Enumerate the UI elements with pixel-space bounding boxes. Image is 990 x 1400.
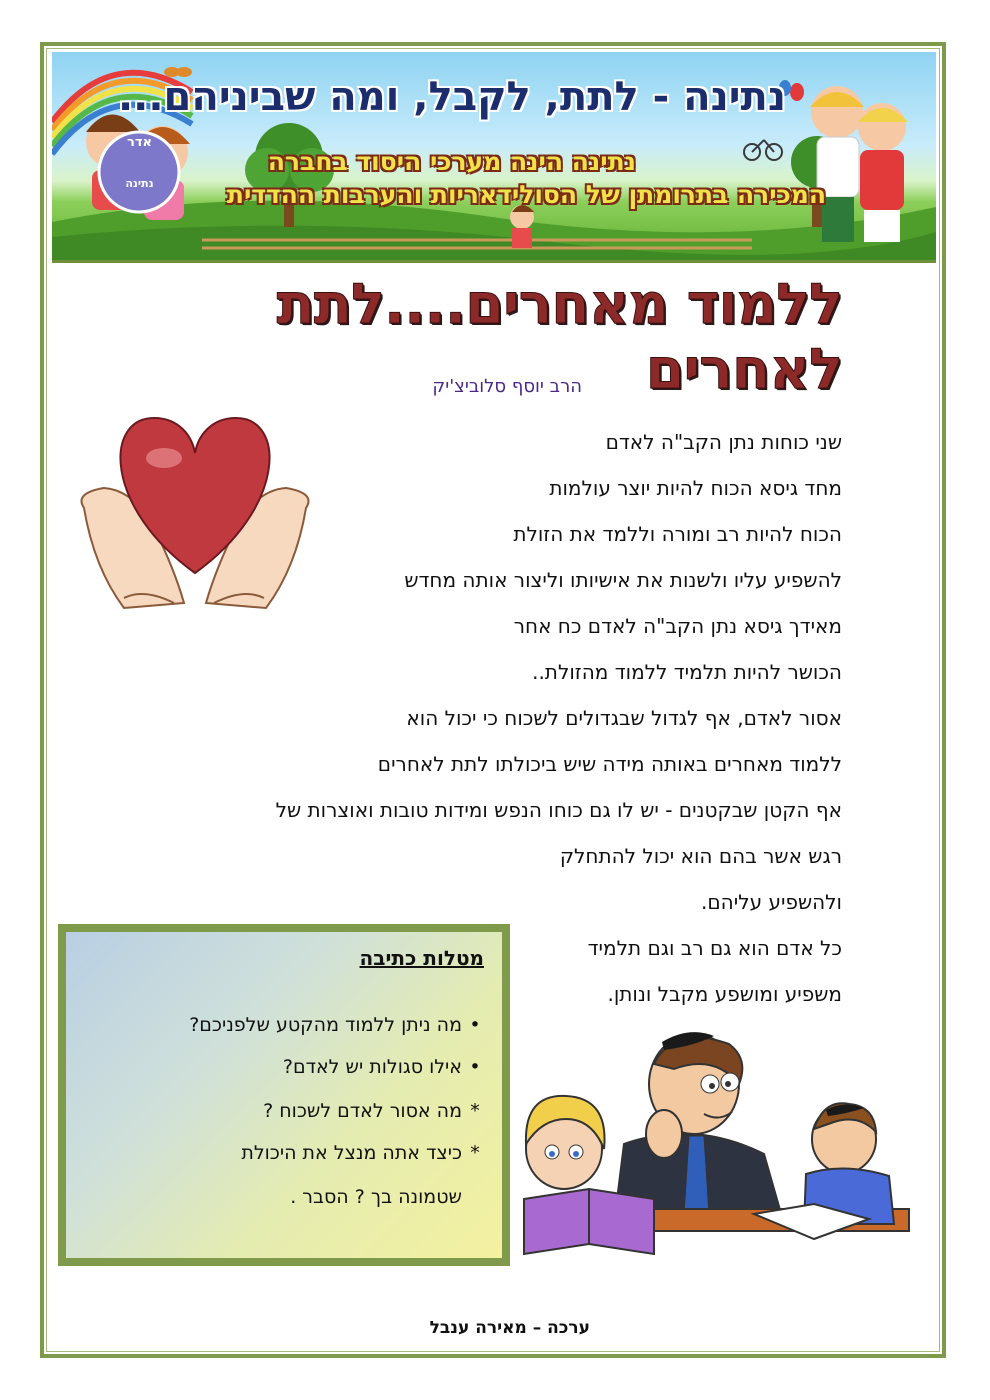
poem-line: אסור לאדם, אף לגדול שבגדולים לשכוח כי יכול הוא [406,706,842,730]
badge-label: נתינה [125,177,154,190]
banner-subline-1: נתינה הינה מערכי היסוד בחברה [267,147,636,176]
badge-label-top: אדר [127,135,152,150]
poem-line: אף הקטן שבקטנים - יש לו גם כוחו הנפש ומידות טובות ואוצרות של [275,798,842,822]
banner-headline: נתינה - לתת, לקבל, ומה שביניהם... [117,74,786,120]
task-text: שטמונה בך ? הסבר . [290,1186,462,1208]
task-item [241,1142,488,1164]
asterisk-icon: * [470,1100,480,1122]
poem-line: רגש אשר בהם הוא יכול להתחלק [559,844,842,868]
page-title: ללמוד מאחרים....לתת לאחרים [276,272,842,402]
author-name: הרב יוסף סלוביצ'יק [432,376,582,397]
task-item [189,1014,488,1036]
poem-line: הכושר להיות תלמיד ללמוד מהזולת.. [532,660,842,684]
writing-tasks-box [58,924,510,1266]
bicycle-icon [744,140,782,160]
task-text: מה ניתן ללמוד מהקטע שלפניכם? [189,1014,462,1036]
asterisk-icon: * [470,1142,480,1164]
poem-line: מחד גיסא הכוח להיות יוצר עולמות [549,476,842,500]
poem-line: מאידך גיסא נתן הקב"ה לאדם כח אחר [513,614,842,638]
kids-right-illustration [810,86,908,242]
task-text: מה אסור לאדם לשכוח ? [263,1100,462,1122]
bullet-icon: • [469,1056,481,1078]
task-item [283,1056,488,1078]
task-text: כיצד אתה מנצל את היכולת [241,1142,462,1164]
poem-line: להשפיע עליו ולשנות את אישיותו וליצור אותה מחדש [404,568,842,592]
task-item [263,1100,488,1122]
footer-credit: ערכה – מאירה ענבל [429,1318,590,1338]
poem-line: הכוח להיות רב ומורה וללמד את הזולת [513,522,842,546]
poem-line: שני כוחות נתן הקב"ה לאדם [605,430,842,454]
writing-tasks-title: מטלות כתיבה [359,946,484,970]
poem-line: ללמוד מאחרים באותה מידה שיש ביכולתו לתת לאחרים [377,752,842,776]
task-item-continuation [290,1186,462,1208]
poem-line: כל אדם הוא גם רב וגם תלמיד [587,936,842,960]
poem-line: ולהשפיע עליהם. [701,890,842,914]
task-text: אילו סגולות יש לאדם? [282,1056,462,1078]
banner-subline-2: המכירה בתרומתן של הסולידאריות והערבות ההדדית [226,180,826,209]
poem-line: משפיע ומושפע מקבל ונותן. [607,982,842,1006]
bullet-icon: • [469,1014,481,1036]
family-reading-illustration [514,1024,914,1260]
header-banner [52,52,936,263]
